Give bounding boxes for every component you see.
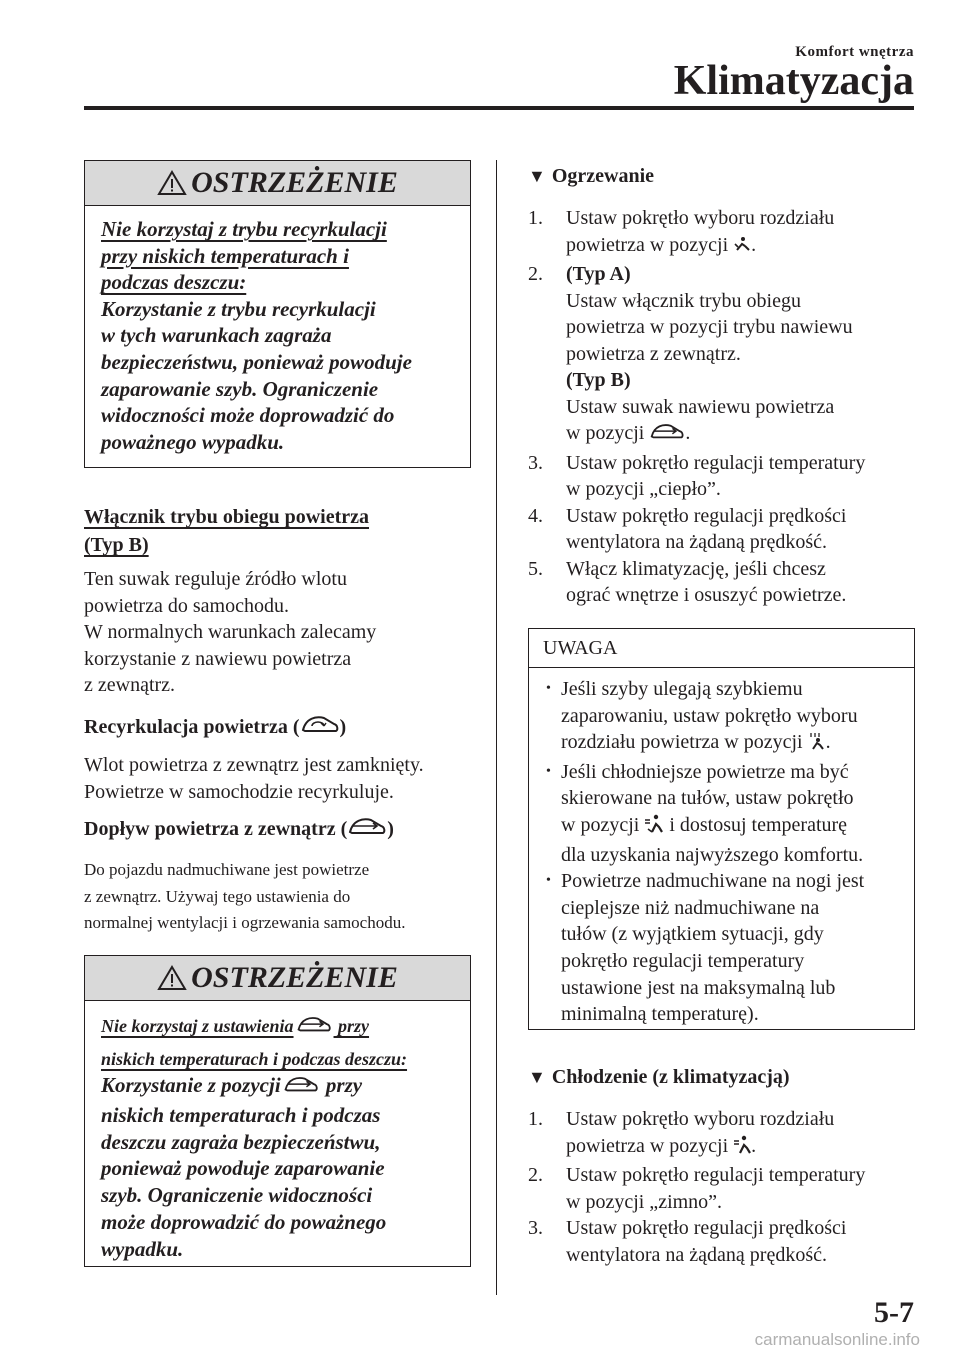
note-box <box>528 628 915 1030</box>
warning-box-recirculation <box>84 160 471 468</box>
text-span: w pozycji <box>561 813 640 836</box>
type-label: (Typ B) <box>566 369 631 391</box>
text-line: dla uzyskania najwyższego komfortu. <box>561 843 864 866</box>
text-line: wentylatora na żądaną prędkość. <box>566 1243 827 1266</box>
warning-line: poważnego wypadku. <box>101 429 285 454</box>
switch-heading-line: (Typ B) <box>84 534 149 556</box>
floor-defrost-icon <box>808 731 826 759</box>
warning-line: szyb. Ograniczenie widoczności <box>101 1183 373 1208</box>
note-header: UWAGA <box>529 629 914 668</box>
text-line <box>566 232 913 262</box>
warning-title: OSTRZEŻENIE <box>191 166 398 199</box>
page-title: Klimatyzacja <box>673 58 914 104</box>
text-span: przy <box>333 1016 370 1036</box>
outside-air-car-icon <box>649 422 685 450</box>
step-item <box>528 205 913 261</box>
warning-underlined-line: Nie korzystaj z trybu recyrkulacji <box>101 217 387 241</box>
text-line: skierowane na tułów, ustaw pokrętło <box>561 787 854 810</box>
text-line: powietrza z zewnątrz. <box>566 342 741 365</box>
outside-air-car-icon <box>347 816 387 844</box>
switch-heading <box>84 505 369 557</box>
bullet-icon: • <box>546 873 551 889</box>
text-span: powietrza w pozycji <box>566 1134 729 1157</box>
text-line: cieplejsze niż nadmuchiwane na <box>561 896 820 919</box>
text-span: Nie korzystaj z ustawienia <box>101 1016 294 1036</box>
outside-air-description <box>84 857 405 937</box>
bi-level-vent-icon <box>644 814 664 842</box>
step-item <box>528 261 913 450</box>
page-number: 5-7 <box>874 1296 914 1329</box>
step-number: 1. <box>528 207 543 229</box>
warning-triangle-icon <box>157 965 187 991</box>
text-line: ograć wnętrze i osuszyć powietrze. <box>566 584 847 606</box>
text-line: Ustaw włącznik trybu obiegu <box>566 289 801 312</box>
step-item <box>528 1215 913 1268</box>
text-line: Ustaw pokrętło regulacji prędkości <box>566 504 847 527</box>
text-line: pokrętło regulacji temperatury <box>561 949 805 972</box>
step-number: 2. <box>528 1164 543 1186</box>
text-line: W normalnych warunkach zalecamy <box>84 621 377 643</box>
step-number: 4. <box>528 504 543 527</box>
text-span: . <box>751 1134 757 1157</box>
heating-heading-text: Ogrzewanie <box>551 165 655 187</box>
warning-line: deszczu zagraża bezpieczeństwu, <box>101 1129 381 1154</box>
text-line <box>566 1133 913 1163</box>
column-divider <box>496 160 497 1295</box>
warning-text <box>85 1001 470 1273</box>
text-line: w pozycji „zimno”. <box>566 1190 723 1213</box>
step-number: 3. <box>528 451 543 474</box>
text-line: Ustaw pokrętło regulacji temperatury <box>566 1164 866 1186</box>
warning-underlined-line: niskich temperaturach i podczas deszczu: <box>101 1049 408 1069</box>
warning-line: widoczności może doprowadzić do <box>101 403 395 428</box>
recirculation-car-icon <box>300 714 340 742</box>
cooling-heading-text: Chłodzenie (z klimatyzacją) <box>551 1066 790 1088</box>
text-line: Włącz klimatyzację, jeśli chcesz <box>566 557 826 580</box>
text-line: minimalną temperaturę). <box>561 1003 759 1026</box>
note-body <box>529 668 914 1036</box>
outside-air-car-icon <box>281 1075 321 1102</box>
text-line: korzystanie z nawiewu powietrza <box>84 647 352 670</box>
step-number: 3. <box>528 1217 543 1239</box>
warning-line: wypadku. <box>101 1236 184 1261</box>
text-span: Korzystanie z pozycji <box>101 1073 281 1097</box>
text-span: . <box>685 422 691 444</box>
text-line: Powietrze nadmuchiwane na nogi jest <box>561 870 865 893</box>
text-span: przy <box>320 1073 363 1097</box>
warning-line: bezpieczeństwu, ponieważ powoduje <box>101 349 412 374</box>
text-line: Ustaw pokrętło wyboru rozdziału <box>566 207 835 229</box>
step-number: 5. <box>528 557 543 580</box>
text-line <box>561 729 902 759</box>
step-number: 2. <box>528 263 543 285</box>
step-item <box>528 1162 913 1215</box>
text-line: Wlot powietrza z zewnątrz jest zamknięty. <box>84 754 424 776</box>
triangle-down-icon: ▼ <box>528 166 546 186</box>
text-line: Ustaw pokrętło regulacji prędkości <box>566 1217 847 1239</box>
recirculation-label-text: Recyrkulacja powietrza ( <box>84 716 300 738</box>
step-item <box>528 556 913 609</box>
note-item <box>543 759 902 868</box>
text-line: Ustaw pokrętło regulacji temperatury <box>566 451 866 474</box>
warning-line: niskich temperaturach i podczas <box>101 1102 381 1127</box>
text-line: Ten suwak reguluje źródło wlotu <box>84 568 347 590</box>
outside-air-car-icon <box>294 1015 334 1042</box>
floor-vent-icon <box>733 235 751 262</box>
text-span: rozdziału powietrza w pozycji <box>561 731 803 754</box>
text-line: z zewnątrz. <box>84 674 176 696</box>
warning-underlined-line <box>101 1013 454 1042</box>
outside-air-label-text: Dopływ powietrza z zewnątrz ( <box>84 818 348 840</box>
type-label: (Typ A) <box>566 263 631 285</box>
step-number: 1. <box>528 1108 543 1130</box>
text-line: powietrza do samochodu. <box>84 594 289 617</box>
text-line: tułów (z wyjątkiem sytuacji, gdy <box>561 923 824 946</box>
warning-underlined-line: przy niskich temperaturach i <box>101 243 349 268</box>
text-line: z zewnątrz. Używaj tego ustawienia do <box>84 886 351 906</box>
text-span: w pozycji <box>566 422 645 444</box>
text-span: . <box>825 731 831 754</box>
text-line: zaparowaniu, ustaw pokrętło wyboru <box>561 704 858 727</box>
warning-box-outside-air <box>84 955 471 1267</box>
step-item <box>528 503 913 556</box>
switch-description <box>84 566 376 699</box>
text-line: powietrza w pozycji trybu nawiewu <box>566 316 853 338</box>
warning-line: może doprowadzić do poważnego <box>101 1209 387 1234</box>
text-line: w pozycji „ciepło”. <box>566 478 721 500</box>
warning-header <box>85 161 470 206</box>
warning-line: ponieważ powoduje zaparowanie <box>101 1156 385 1181</box>
warning-header <box>85 956 470 1001</box>
text-line: Do pojazdu nadmuchiwane jest powietrze <box>84 860 370 879</box>
chapter-label: Komfort wnętrza <box>795 44 914 60</box>
warning-text <box>85 206 470 465</box>
text-span: . <box>751 233 757 256</box>
warning-line: zaparowanie szyb. Ograniczenie <box>101 376 379 401</box>
warning-title: OSTRZEŻENIE <box>191 961 398 994</box>
bullet-icon: • <box>546 681 551 696</box>
outside-air-label-close: ) <box>387 818 394 840</box>
warning-line <box>101 1072 454 1102</box>
bullet-icon: • <box>546 763 551 779</box>
step-item <box>528 1106 913 1162</box>
text-line <box>561 812 902 842</box>
warning-line: Korzystanie z trybu recyrkulacji <box>101 296 376 321</box>
switch-heading-line: Włącznik trybu obiegu powietrza <box>84 506 369 528</box>
text-line: ustawione jest na maksymalną lub <box>561 976 836 999</box>
text-line: wentylatora na żądaną prędkość. <box>566 531 827 553</box>
step-item <box>528 450 913 503</box>
recirculation-description <box>84 752 424 805</box>
recirculation-label <box>84 714 346 742</box>
warning-underlined-line: podczas deszczu: <box>101 270 247 295</box>
heating-steps <box>528 205 913 609</box>
outside-air-label <box>84 816 394 844</box>
face-vent-icon <box>733 1135 751 1163</box>
triangle-down-icon: ▼ <box>528 1067 546 1087</box>
heating-heading <box>528 165 654 188</box>
recirculation-label-close: ) <box>339 716 347 738</box>
warning-line: w tych warunkach zagraża <box>101 323 332 348</box>
text-line: Ustaw suwak nawiewu powietrza <box>566 395 835 418</box>
watermark: carmanualsonline.info <box>754 1330 920 1349</box>
text-line: Jeśli chłodniejsze powietrze ma być <box>561 760 849 783</box>
text-line: Powietrze w samochodzie recyrkuluje. <box>84 780 394 803</box>
text-line <box>566 420 913 450</box>
text-line: Jeśli szyby ulegają szybkiemu <box>561 678 803 700</box>
cooling-heading <box>528 1066 790 1089</box>
text-line: Ustaw pokrętło wyboru rozdziału <box>566 1108 835 1130</box>
cooling-steps <box>528 1106 913 1268</box>
note-item <box>543 868 902 1028</box>
text-span: i dostosuj temperaturę <box>664 813 848 836</box>
text-span: powietrza w pozycji <box>566 233 729 256</box>
header-rule <box>84 106 914 110</box>
warning-triangle-icon <box>157 170 187 196</box>
text-line: normalnej wentylacji i ogrzewania samochodu. <box>84 913 406 932</box>
note-item <box>543 676 902 759</box>
